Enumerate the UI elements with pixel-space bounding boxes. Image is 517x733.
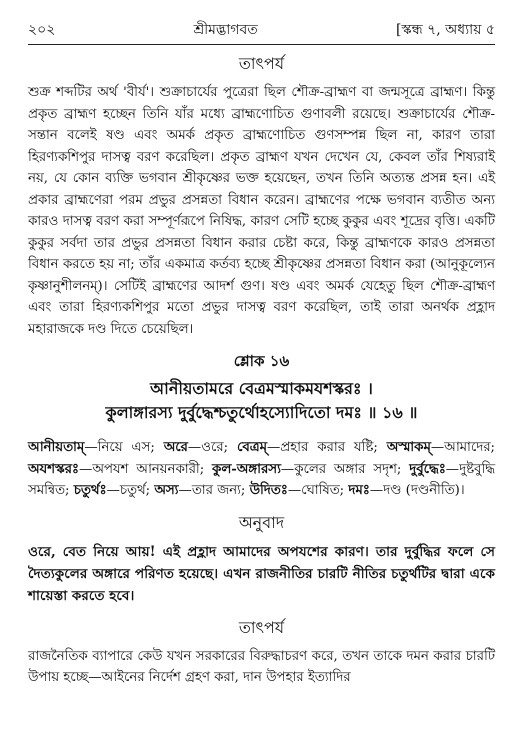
synonym-term: অস্মাকম্ — [386, 440, 431, 455]
synonym-term: দুর্বুদ্ধেঃ — [409, 461, 446, 477]
synonym-term: অস্য — [154, 483, 179, 498]
verse-line-2: কুলাঙ্গারস্য দুর্বুদ্ধেশ্চতুর্থোহস্যোদিতো দমঃ ॥ ১৬ ॥ — [105, 403, 418, 422]
page-number: ২০২ — [28, 22, 56, 38]
synonym-term: বেত্রম্ — [237, 440, 267, 455]
synonym-meaning: —দুষ্টবুদ্ধি সমন্বিত; — [28, 461, 496, 498]
synonym-meaning: —অপযশ আনয়নকারী; — [79, 461, 213, 477]
book-title: শ্রীমদ্ভাগবত — [193, 22, 258, 38]
synonym-meaning: —দণ্ড (দণ্ডনীতি)। — [369, 483, 465, 498]
synonym-meaning: —নিয়ে এস; — [84, 440, 164, 455]
synonym-term: উদিতঃ — [249, 483, 288, 498]
purport-heading-2: তাৎপর্য — [238, 617, 285, 637]
synonym-meaning: —ওরে; — [187, 440, 237, 455]
synonym-term: কুল-অঙ্গারস্য — [212, 461, 281, 477]
synonym-meaning: —ঘোষিত; — [287, 483, 349, 498]
synonym-meaning: —তার জন্য; — [178, 483, 250, 498]
synonym-term: অযশস্করঃ — [28, 461, 80, 477]
synonym-term: আনীয়তাম্ — [28, 440, 85, 455]
synonym-term: দমঃ — [348, 483, 370, 498]
translation-text: ওরে, বেত নিয়ে আয়! এই প্রহ্লাদ আমাদের অপযশের কারণ। তার দুর্বুদ্ধির ফলে সে দৈত্যকুলের অঙ্গারে পরিণত হয়েছে। এখন রাজনীতির চারটি নীতির চতুর্থটির দ্বারা একে শায়েস্তা করতে হবে। — [28, 543, 495, 604]
chapter-reference: [স্কন্ধ ৭, অধ্যায় ৫ — [396, 22, 495, 38]
synonym-term: চতুর্থঃ — [73, 483, 107, 498]
translation-heading: অনুবাদ — [238, 512, 285, 532]
verse-number: শ্লোক ১৬ — [233, 352, 290, 370]
header-rule — [28, 44, 495, 45]
synonyms-block — [28, 437, 495, 502]
purport-text-2: রাজনৈতিক ব্যাপারে কেউ যখন সরকারের বিরুদ্ধাচরণ করে, তখন তাকে দমন করার চারটি উপায় হচ্ছে—আইনের নির্দেশ গ্রহণ করা, দান উপহার ইত্যাদির — [28, 648, 495, 685]
synonym-meaning: —কুলের অঙ্গার সদৃশ; — [280, 461, 410, 477]
synonym-meaning: —প্রহার করার যষ্টি; — [266, 440, 387, 455]
verse-line-1: আনীয়তামরে বেত্রমস্মাকমযশস্করঃ । — [150, 379, 373, 398]
synonym-term: অরে — [163, 440, 188, 455]
page-header — [28, 18, 495, 40]
purport-text: শুক্র শব্দটির অর্থ 'বীর্য'। শুক্রাচার্যের পুত্রেরা ছিল শৌক্র-ব্রাহ্মণ বা জন্মসূত্রে ব্রাহ্মণ। কিন্তু প্রকৃত ব্রাহ্মণ হচ্ছেন তিনি যাঁর মধ্যে ব্রাহ্মণোচিত গুণাবলী রয়েছে। শুক্রাচার্যের শৌক্র-সন্তান বলেই ষণ্ড এবং অমর্ক প্রকৃত ব্রাহ্মণোচিত গুণসম্পন্ন ছিল না, কারণ তারা হিরণ্যকশিপুর দাসত্ব বরণ করেছিল। প্রকৃত ব্রাহ্মণ যখন দেখেন যে, কেবল তাঁর শিষ্যরাই নয়, যে কোন ব্যক্তি ভগবান শ্রীকৃষ্ণের ভক্ত হয়েছেন, তখন তিনি অত্যন্ত প্রসন্ন হন। এই প্রকার ব্রাহ্মণেরা পরম প্রভুর প্রসন্নতা বিধান করেন। ব্রাহ্মণের পক্ষে ভগবান ব্যতীত অন্য কারও দাসত্ব বরণ করা সম্পূর্ণরূপে নিষিদ্ধ, কারণ সেটি হচ্ছে কুকুর এবং শূদ্রের বৃত্তি। একটি কুকুর সর্বদা তার প্রভুর প্রসন্নতা বিধান করার চেষ্টা করে, কিন্তু ব্রাহ্মণকে কারও প্রসন্নতা বিধান করতে হয় না; তাঁর একমাত্র কর্তব্য হচ্ছে শ্রীকৃষ্ণের প্রসন্নতা বিধান করা (আনুকূল্যেন কৃষ্ণানুশীলনম্)। সেটিই ব্রাহ্মণের আদর্শ গুণ। ষণ্ড এবং অমর্ক যেহেতু ছিল শৌক্র-ব্রাহ্মণ এবং তারা হিরণ্যকশিপুর মতো প্রভুর দাসত্ব বরণ করেছিল, তাই তারা অনর্থক প্রহ্লাদ মহারাজকে দণ্ড দিতে চেয়েছিল। — [28, 85, 495, 337]
synonym-meaning: —আমাদের; — [430, 440, 496, 455]
purport-heading: তাৎপর্য — [238, 54, 285, 73]
synonym-meaning: —চতুর্থ; — [106, 483, 155, 498]
